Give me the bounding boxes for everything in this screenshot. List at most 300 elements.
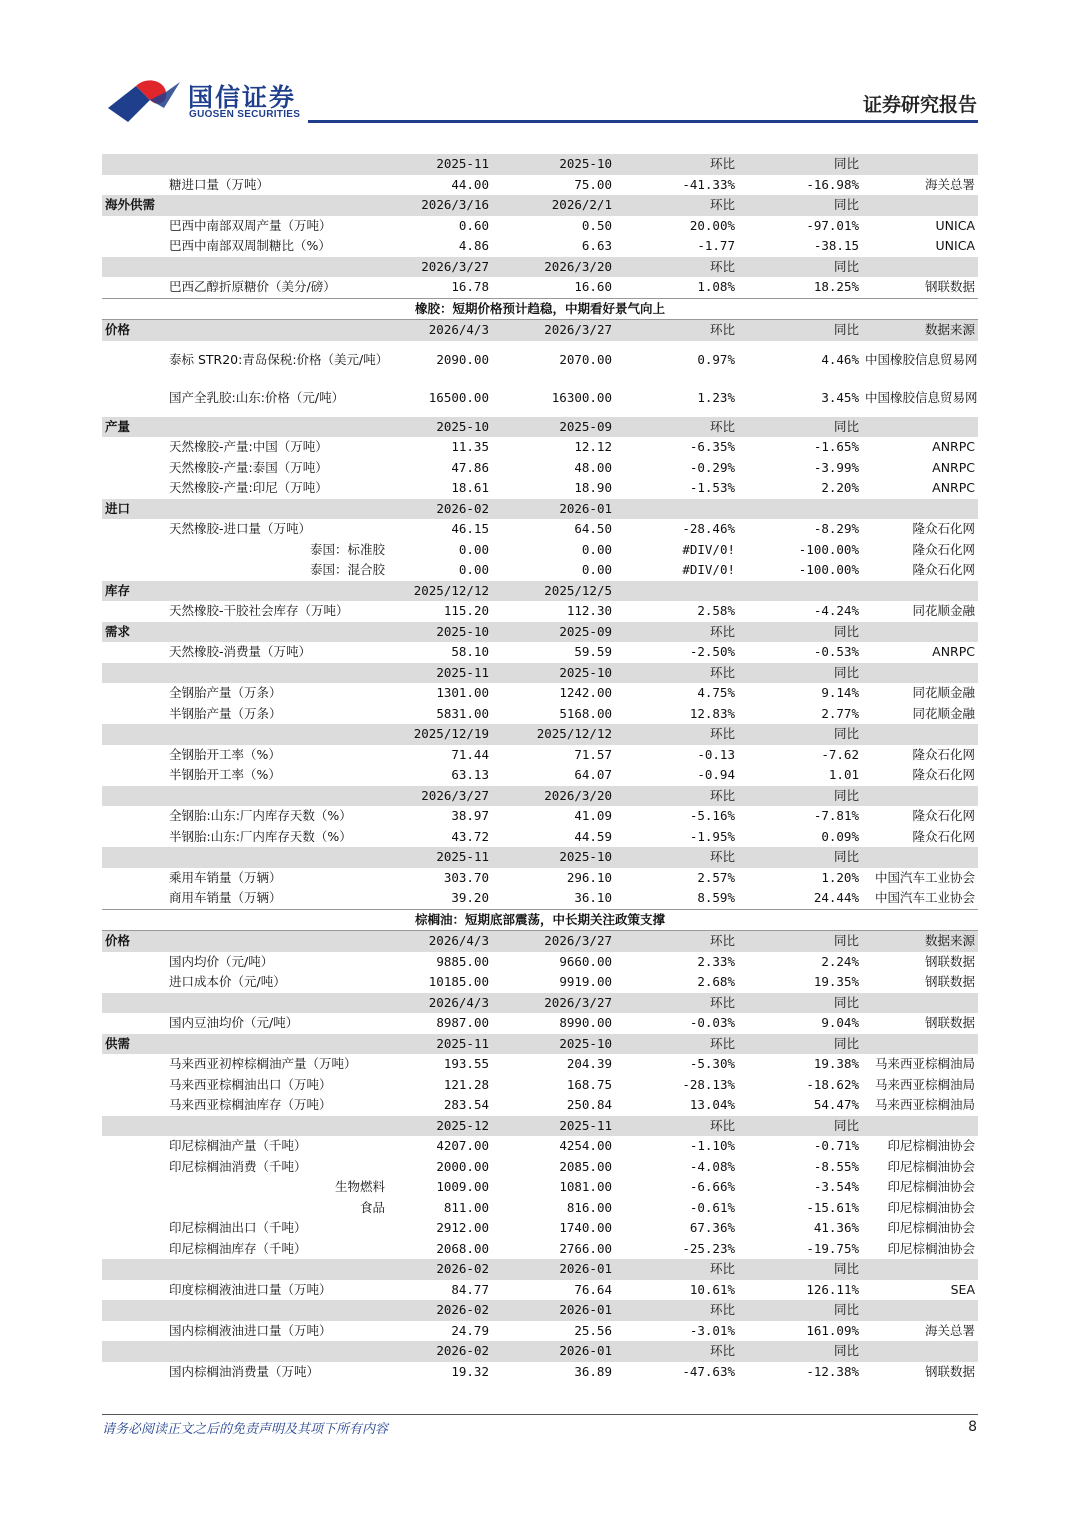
source-cell: 中国橡胶信息贸易网 bbox=[865, 389, 978, 405]
source-cell bbox=[862, 724, 978, 745]
mom-change-cell: 8.59% bbox=[697, 890, 735, 906]
source-cell: 数据来源 bbox=[862, 931, 978, 952]
category-cell: 供需 bbox=[102, 1034, 166, 1055]
table-row bbox=[102, 1198, 978, 1219]
indicator-cell bbox=[166, 847, 388, 868]
previous-value-cell: 2025-10 bbox=[492, 663, 615, 684]
table-row bbox=[102, 458, 978, 479]
mom-change-cell: 0.97% bbox=[697, 351, 735, 367]
indicator-cell: 印尼棕榈油库存（千吨） bbox=[169, 1240, 307, 1256]
source-cell: ANRPC bbox=[932, 439, 975, 455]
table-header-row bbox=[102, 417, 978, 438]
yoy-change-cell: -12.38% bbox=[806, 1363, 859, 1379]
mom-change-cell: 环比 bbox=[615, 195, 738, 216]
table-row bbox=[102, 1177, 978, 1198]
indicator-cell: 生物燃料 bbox=[334, 1179, 385, 1195]
source-cell bbox=[862, 1259, 978, 1280]
yoy-change-cell: 同比 bbox=[738, 417, 862, 438]
data-table-body bbox=[102, 154, 978, 1382]
category-cell bbox=[102, 540, 166, 561]
category-cell bbox=[102, 1239, 166, 1260]
current-value-cell: 44.00 bbox=[451, 176, 489, 192]
current-value-cell: 18.61 bbox=[451, 480, 489, 496]
footer-disclaimer: 请务必阅读正文之后的免责声明及其项下所有内容 bbox=[102, 1422, 389, 1437]
source-cell: UNICA bbox=[935, 238, 975, 254]
current-value-cell: 2026/3/27 bbox=[388, 257, 492, 278]
category-cell bbox=[102, 216, 166, 237]
category-cell bbox=[102, 1341, 166, 1362]
table-row bbox=[102, 1239, 978, 1260]
indicator-cell: 国内棕榈油消费量（万吨） bbox=[169, 1363, 320, 1379]
yoy-change-cell: 同比 bbox=[738, 847, 862, 868]
mom-change-cell: 1.08% bbox=[697, 279, 735, 295]
table-row bbox=[102, 868, 978, 889]
indicator-cell: 马来西亚棕榈油出口（万吨） bbox=[169, 1076, 332, 1092]
mom-change-cell: -5.30% bbox=[689, 1056, 735, 1072]
current-value-cell: 2090.00 bbox=[436, 351, 489, 367]
indicator-cell: 天然橡胶-产量:中国（万吨） bbox=[169, 439, 328, 455]
mom-change-cell: 环比 bbox=[615, 1300, 738, 1321]
previous-value-cell: 2026/3/27 bbox=[492, 931, 615, 952]
current-value-cell: 0.00 bbox=[458, 562, 489, 578]
previous-value-cell: 112.30 bbox=[566, 603, 612, 619]
yoy-change-cell: 同比 bbox=[738, 993, 862, 1014]
mom-change-cell: -0.13 bbox=[697, 746, 735, 762]
yoy-change-cell: 9.14% bbox=[821, 685, 859, 701]
yoy-change-cell: 1.20% bbox=[821, 869, 859, 885]
yoy-change-cell: 同比 bbox=[738, 195, 862, 216]
table-row bbox=[102, 952, 978, 973]
category-cell: 价格 bbox=[102, 320, 166, 341]
mom-change-cell: 环比 bbox=[615, 786, 738, 807]
previous-value-cell: 6.63 bbox=[581, 238, 612, 254]
table-row bbox=[102, 827, 978, 848]
mom-change-cell: -6.66% bbox=[689, 1179, 735, 1195]
mom-change-cell: -0.29% bbox=[689, 459, 735, 475]
current-value-cell: 2912.00 bbox=[436, 1220, 489, 1236]
current-value-cell: 2026/4/3 bbox=[388, 931, 492, 952]
yoy-change-cell: 同比 bbox=[738, 786, 862, 807]
indicator-cell: 泰国：混合胶 bbox=[309, 562, 385, 578]
table-row bbox=[102, 806, 978, 827]
mom-change-cell: 12.83% bbox=[689, 705, 735, 721]
previous-value-cell: 2085.00 bbox=[559, 1158, 612, 1174]
mom-change-cell: 环比 bbox=[615, 622, 738, 643]
table-row bbox=[102, 277, 978, 298]
category-cell bbox=[102, 175, 166, 196]
table-row bbox=[102, 972, 978, 993]
previous-value-cell: 2026/3/20 bbox=[492, 257, 615, 278]
indicator-cell: 泰国：标准胶 bbox=[309, 541, 385, 557]
indicator-cell: 国产全乳胶:山东:价格（元/吨） bbox=[169, 389, 345, 405]
category-cell bbox=[102, 663, 166, 684]
yoy-change-cell: 同比 bbox=[738, 1034, 862, 1055]
yoy-change-cell: -8.29% bbox=[813, 521, 859, 537]
mom-change-cell: 环比 bbox=[615, 1116, 738, 1137]
yoy-change-cell: -8.55% bbox=[813, 1158, 859, 1174]
indicator-cell: 天然橡胶-产量:泰国（万吨） bbox=[169, 459, 328, 475]
previous-value-cell: 0.00 bbox=[581, 562, 612, 578]
yoy-change-cell: 2.24% bbox=[821, 953, 859, 969]
mom-change-cell: #DIV/0! bbox=[682, 562, 735, 578]
yoy-change-cell bbox=[738, 581, 862, 602]
indicator-cell: 食品 bbox=[359, 1199, 385, 1215]
previous-value-cell: 2026-01 bbox=[492, 1341, 615, 1362]
page-header bbox=[0, 0, 1080, 130]
previous-value-cell: 59.59 bbox=[574, 644, 612, 660]
current-value-cell: 38.97 bbox=[451, 808, 489, 824]
table-header-row bbox=[102, 581, 978, 602]
table-header-row bbox=[102, 1034, 978, 1055]
category-cell bbox=[102, 458, 166, 479]
category-cell bbox=[102, 1218, 166, 1239]
table-row bbox=[102, 519, 978, 540]
current-value-cell: 63.13 bbox=[451, 767, 489, 783]
current-value-cell: 2025-12 bbox=[388, 1116, 492, 1137]
indicator-cell: 国内均价（元/吨） bbox=[169, 953, 274, 969]
mom-change-cell: 1.23% bbox=[697, 389, 735, 405]
current-value-cell: 0.00 bbox=[458, 541, 489, 557]
guosen-logo-icon bbox=[106, 78, 182, 124]
source-cell: SEA bbox=[950, 1281, 975, 1297]
source-cell: 印尼棕榈油协会 bbox=[887, 1240, 975, 1256]
table-row bbox=[102, 1321, 978, 1342]
source-cell: 隆众石化网 bbox=[912, 808, 975, 824]
yoy-change-cell: 161.09% bbox=[806, 1322, 859, 1338]
data-table bbox=[102, 154, 978, 1382]
previous-value-cell: 36.10 bbox=[574, 890, 612, 906]
category-cell bbox=[102, 888, 166, 909]
source-cell: 中国汽车工业协会 bbox=[874, 890, 975, 906]
indicator-cell: 印度棕榈液油进口量（万吨） bbox=[169, 1281, 332, 1297]
mom-change-cell: -1.95% bbox=[689, 828, 735, 844]
category-cell bbox=[102, 972, 166, 993]
current-value-cell: 43.72 bbox=[451, 828, 489, 844]
category-cell bbox=[102, 601, 166, 622]
indicator-cell: 全钢胎:山东:厂内库存天数（%） bbox=[169, 808, 352, 824]
category-cell bbox=[102, 642, 166, 663]
mom-change-cell: 2.57% bbox=[697, 869, 735, 885]
category-cell: 需求 bbox=[102, 622, 166, 643]
table-header-row bbox=[102, 154, 978, 175]
category-cell bbox=[102, 1054, 166, 1075]
previous-value-cell: 9660.00 bbox=[559, 953, 612, 969]
table-row bbox=[102, 437, 978, 458]
mom-change-cell: 环比 bbox=[615, 1034, 738, 1055]
current-value-cell: 2025-11 bbox=[388, 847, 492, 868]
previous-value-cell: 76.64 bbox=[574, 1281, 612, 1297]
table-header-row bbox=[102, 1116, 978, 1137]
previous-value-cell: 2026-01 bbox=[492, 1300, 615, 1321]
report-title: 证券研究报告 bbox=[862, 94, 977, 116]
indicator-cell: 半钢胎开工率（%） bbox=[169, 767, 281, 783]
category-cell bbox=[102, 1075, 166, 1096]
yoy-change-cell: -7.81% bbox=[813, 808, 859, 824]
mom-change-cell: -47.63% bbox=[682, 1363, 735, 1379]
source-cell bbox=[862, 581, 978, 602]
indicator-cell: 印尼棕榈油出口（千吨） bbox=[169, 1220, 307, 1236]
category-cell: 库存 bbox=[102, 581, 166, 602]
indicator-cell bbox=[166, 195, 388, 216]
table-header-row bbox=[102, 257, 978, 278]
indicator-cell: 泰标 STR20:青岛保税:价格（美元/吨） bbox=[169, 351, 388, 367]
current-value-cell: 24.79 bbox=[451, 1322, 489, 1338]
previous-value-cell: 296.10 bbox=[566, 869, 612, 885]
indicator-cell: 天然橡胶-干胶社会库存（万吨） bbox=[169, 603, 349, 619]
previous-value-cell: 44.59 bbox=[574, 828, 612, 844]
table-header-row bbox=[102, 931, 978, 952]
logo-text-en: GUOSEN SECURITIES bbox=[189, 109, 301, 120]
previous-value-cell: 2026/2/1 bbox=[492, 195, 615, 216]
source-cell bbox=[862, 1034, 978, 1055]
current-value-cell: 10185.00 bbox=[428, 974, 489, 990]
indicator-cell: 国内棕榈液油进口量（万吨） bbox=[169, 1322, 332, 1338]
indicator-cell: 糖进口量（万吨） bbox=[169, 176, 270, 192]
source-cell: 钢联数据 bbox=[924, 1015, 975, 1031]
current-value-cell: 811.00 bbox=[443, 1199, 489, 1215]
indicator-cell bbox=[166, 1300, 388, 1321]
source-cell: ANRPC bbox=[932, 480, 975, 496]
yoy-change-cell: -4.24% bbox=[813, 603, 859, 619]
category-cell bbox=[102, 341, 166, 379]
source-cell: 隆众石化网 bbox=[912, 562, 975, 578]
previous-value-cell: 2025/12/5 bbox=[492, 581, 615, 602]
mom-change-cell: 环比 bbox=[615, 993, 738, 1014]
mom-change-cell: 13.04% bbox=[689, 1097, 735, 1113]
previous-value-cell: 2766.00 bbox=[559, 1240, 612, 1256]
indicator-cell: 半钢胎产量（万条） bbox=[169, 705, 282, 721]
source-cell: 钢联数据 bbox=[924, 974, 975, 990]
table-header-row bbox=[102, 499, 978, 520]
indicator-cell bbox=[166, 499, 388, 520]
category-cell bbox=[102, 1198, 166, 1219]
previous-value-cell: 16.60 bbox=[574, 279, 612, 295]
mom-change-cell: 环比 bbox=[615, 257, 738, 278]
table-header-row bbox=[102, 663, 978, 684]
category-cell bbox=[102, 993, 166, 1014]
indicator-cell: 进口成本价（元/吨） bbox=[169, 974, 286, 990]
category-cell bbox=[102, 952, 166, 973]
indicator-cell bbox=[166, 257, 388, 278]
category-cell bbox=[102, 437, 166, 458]
source-cell: 钢联数据 bbox=[924, 1363, 975, 1379]
current-value-cell: 2025-11 bbox=[388, 154, 492, 175]
previous-value-cell: 2026/3/27 bbox=[492, 320, 615, 341]
category-cell bbox=[102, 683, 166, 704]
source-cell: ANRPC bbox=[932, 644, 975, 660]
previous-value-cell: 18.90 bbox=[574, 480, 612, 496]
yoy-change-cell: 同比 bbox=[738, 622, 862, 643]
indicator-cell: 半钢胎:山东:厂内库存天数（%） bbox=[169, 828, 352, 844]
category-cell bbox=[102, 786, 166, 807]
indicator-cell: 全钢胎开工率（%） bbox=[169, 746, 281, 762]
category-cell bbox=[102, 1157, 166, 1178]
yoy-change-cell: -15.61% bbox=[806, 1199, 859, 1215]
yoy-change-cell: 同比 bbox=[738, 1259, 862, 1280]
mom-change-cell: 2.58% bbox=[697, 603, 735, 619]
table-row bbox=[102, 478, 978, 499]
current-value-cell: 5831.00 bbox=[436, 705, 489, 721]
yoy-change-cell: -7.62 bbox=[821, 746, 859, 762]
indicator-cell bbox=[166, 622, 388, 643]
source-cell: 中国汽车工业协会 bbox=[874, 869, 975, 885]
current-value-cell: 71.44 bbox=[451, 746, 489, 762]
previous-value-cell: 0.50 bbox=[581, 217, 612, 233]
logo-text-cn: 国信证券 bbox=[188, 83, 297, 112]
previous-value-cell: 25.56 bbox=[574, 1322, 612, 1338]
table-header-row bbox=[102, 1341, 978, 1362]
source-cell: 海关总署 bbox=[924, 1322, 975, 1338]
table-row bbox=[102, 379, 978, 417]
indicator-cell bbox=[166, 581, 388, 602]
previous-value-cell: 0.00 bbox=[581, 541, 612, 557]
source-cell bbox=[862, 154, 978, 175]
mom-change-cell: 67.36% bbox=[689, 1220, 735, 1236]
table-row bbox=[102, 683, 978, 704]
yoy-change-cell: -18.62% bbox=[806, 1076, 859, 1092]
indicator-cell: 巴西中南部双周产量（万吨） bbox=[169, 217, 332, 233]
table-row bbox=[102, 216, 978, 237]
table-row bbox=[102, 1280, 978, 1301]
indicator-cell bbox=[166, 993, 388, 1014]
current-value-cell: 1009.00 bbox=[436, 1179, 489, 1195]
category-cell bbox=[102, 379, 166, 417]
previous-value-cell: 816.00 bbox=[566, 1199, 612, 1215]
source-cell: 同花顺金融 bbox=[912, 603, 975, 619]
indicator-cell: 印尼棕榈油消费（千吨） bbox=[169, 1158, 307, 1174]
category-cell: 进口 bbox=[102, 499, 166, 520]
table-row bbox=[102, 1013, 978, 1034]
previous-value-cell: 64.50 bbox=[574, 521, 612, 537]
current-value-cell: 19.32 bbox=[451, 1363, 489, 1379]
table-row bbox=[102, 1218, 978, 1239]
previous-value-cell: 2026/3/20 bbox=[492, 786, 615, 807]
source-cell: 印尼棕榈油协会 bbox=[887, 1158, 975, 1174]
mom-change-cell: 2.33% bbox=[697, 953, 735, 969]
previous-value-cell: 16300.00 bbox=[551, 389, 612, 405]
yoy-change-cell: -100.00% bbox=[798, 562, 859, 578]
source-cell bbox=[862, 1116, 978, 1137]
current-value-cell: 2000.00 bbox=[436, 1158, 489, 1174]
yoy-change-cell: 3.45% bbox=[821, 389, 859, 405]
table-header-row bbox=[102, 847, 978, 868]
indicator-cell bbox=[166, 154, 388, 175]
category-cell bbox=[102, 1095, 166, 1116]
source-cell: 印尼棕榈油协会 bbox=[887, 1199, 975, 1215]
current-value-cell: 2025-11 bbox=[388, 663, 492, 684]
indicator-cell: 天然橡胶-消费量（万吨） bbox=[169, 644, 312, 660]
table-row bbox=[102, 341, 978, 379]
category-cell bbox=[102, 1116, 166, 1137]
previous-value-cell: 71.57 bbox=[574, 746, 612, 762]
mom-change-cell: -4.08% bbox=[689, 1158, 735, 1174]
previous-value-cell: 9919.00 bbox=[559, 974, 612, 990]
source-cell: ANRPC bbox=[932, 459, 975, 475]
yoy-change-cell: -0.71% bbox=[813, 1138, 859, 1154]
source-cell bbox=[862, 417, 978, 438]
mom-change-cell: -2.50% bbox=[689, 644, 735, 660]
current-value-cell: 58.10 bbox=[451, 644, 489, 660]
source-cell bbox=[862, 499, 978, 520]
table-row bbox=[102, 745, 978, 766]
mom-change-cell: 环比 bbox=[615, 724, 738, 745]
source-cell: 钢联数据 bbox=[924, 279, 975, 295]
current-value-cell: 2026/4/3 bbox=[388, 993, 492, 1014]
previous-value-cell: 2025-10 bbox=[492, 1034, 615, 1055]
source-cell bbox=[862, 195, 978, 216]
mom-change-cell: 环比 bbox=[615, 154, 738, 175]
mom-change-cell: 4.75% bbox=[697, 685, 735, 701]
source-cell: 隆众石化网 bbox=[912, 521, 975, 537]
indicator-cell: 巴西乙醇折原糖价（美分/磅） bbox=[169, 279, 336, 295]
mom-change-cell bbox=[615, 581, 738, 602]
page-number: 8 bbox=[968, 1419, 977, 1435]
source-cell: 同花顺金融 bbox=[912, 685, 975, 701]
source-cell bbox=[862, 622, 978, 643]
indicator-cell bbox=[166, 1116, 388, 1137]
table-row bbox=[102, 560, 978, 581]
source-cell: 隆众石化网 bbox=[912, 767, 975, 783]
previous-value-cell: 204.39 bbox=[566, 1056, 612, 1072]
section-title: 棕榈油：短期底部震荡，中长期关注政策支撑 bbox=[102, 909, 978, 931]
previous-value-cell: 1242.00 bbox=[559, 685, 612, 701]
table-row bbox=[102, 1075, 978, 1096]
yoy-change-cell bbox=[738, 499, 862, 520]
indicator-cell bbox=[166, 663, 388, 684]
yoy-change-cell: 同比 bbox=[738, 320, 862, 341]
previous-value-cell: 2025-10 bbox=[492, 847, 615, 868]
indicator-cell: 马来西亚棕榈油库存（万吨） bbox=[169, 1097, 332, 1113]
current-value-cell: 16.78 bbox=[451, 279, 489, 295]
previous-value-cell: 12.12 bbox=[574, 439, 612, 455]
indicator-cell: 全钢胎产量（万条） bbox=[169, 685, 282, 701]
previous-value-cell: 2025/12/12 bbox=[492, 724, 615, 745]
category-cell bbox=[102, 1362, 166, 1383]
table-header-row bbox=[102, 1300, 978, 1321]
previous-value-cell: 1740.00 bbox=[559, 1220, 612, 1236]
indicator-cell: 国内豆油均价（元/吨） bbox=[169, 1015, 299, 1031]
source-cell bbox=[862, 1341, 978, 1362]
indicator-cell bbox=[166, 1341, 388, 1362]
mom-change-cell bbox=[615, 499, 738, 520]
previous-value-cell: 168.75 bbox=[566, 1076, 612, 1092]
mom-change-cell: 环比 bbox=[615, 1259, 738, 1280]
yoy-change-cell: 同比 bbox=[738, 931, 862, 952]
category-cell bbox=[102, 724, 166, 745]
table-row bbox=[102, 765, 978, 786]
current-value-cell: 47.86 bbox=[451, 459, 489, 475]
category-cell bbox=[102, 1259, 166, 1280]
category-cell bbox=[102, 1321, 166, 1342]
source-cell bbox=[862, 847, 978, 868]
current-value-cell: 2025/12/19 bbox=[388, 724, 492, 745]
current-value-cell: 2025-10 bbox=[388, 622, 492, 643]
category-cell bbox=[102, 1300, 166, 1321]
yoy-change-cell: 同比 bbox=[738, 154, 862, 175]
current-value-cell: 193.55 bbox=[443, 1056, 489, 1072]
category-cell: 价格 bbox=[102, 931, 166, 952]
current-value-cell: 2026-02 bbox=[388, 1259, 492, 1280]
category-cell bbox=[102, 154, 166, 175]
mom-change-cell: #DIV/0! bbox=[682, 541, 735, 557]
table-row bbox=[102, 1095, 978, 1116]
header-divider bbox=[308, 120, 978, 123]
category-cell: 海外供需 bbox=[102, 195, 166, 216]
table-row bbox=[102, 236, 978, 257]
mom-change-cell: -6.35% bbox=[689, 439, 735, 455]
mom-change-cell: -0.61% bbox=[689, 1199, 735, 1215]
yoy-change-cell: 同比 bbox=[738, 257, 862, 278]
